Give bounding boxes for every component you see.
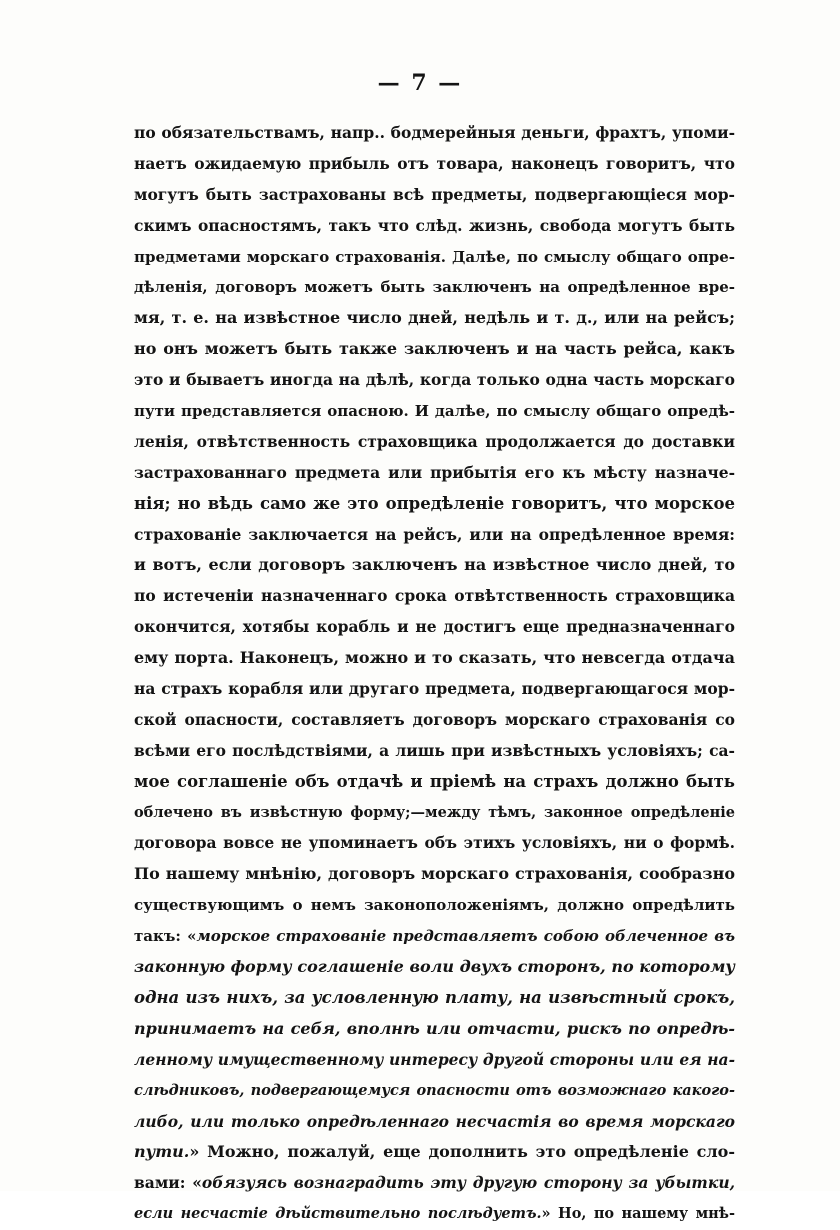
text-segment: скимъ опасностямъ, такъ что слѣд. жизнь, свобода могутъ быть: [134, 215, 735, 235]
text-segment: » Но, по нашему мнѣ-: [541, 1205, 735, 1223]
text-line: [134, 705, 735, 736]
text-line: [134, 798, 735, 829]
text-line: [134, 581, 735, 612]
text-line: [134, 890, 735, 921]
text-line: [134, 489, 735, 520]
text-line: [134, 272, 735, 303]
text-line: [134, 520, 735, 551]
text-line: [134, 736, 735, 767]
text-segment: предметами морскаго страхованія. Далѣе, по смыслу общаго опре-: [134, 247, 735, 266]
text-line: [134, 983, 735, 1014]
text-line: [134, 612, 735, 643]
text-segment: но онъ можетъ быть также заключенъ и на часть рейса, какъ: [134, 339, 735, 359]
text-line: [134, 242, 735, 273]
text-segment: окончится, хотябы корабль и не достигъ еще предназначеннаго: [134, 617, 735, 637]
text-line: [134, 643, 735, 674]
text-line: [134, 1107, 735, 1138]
text-segment: мя, т. е. на извѣстное число дней, недѣль и т. д., или на рейсъ;: [134, 308, 735, 328]
text-segment: По нашему мнѣнію, договоръ морскаго страхованія, сообразно: [134, 864, 735, 884]
text-segment: мое соглашеніе объ отдачѣ и пріемѣ на страхъ должно быть: [134, 771, 735, 791]
text-line: [134, 828, 735, 859]
text-segment: существующимъ о немъ законоположеніямъ, должно опредѣлить: [134, 896, 735, 915]
text-line: [134, 1137, 735, 1168]
page-number: — 7 —: [377, 70, 463, 96]
italic-text-segment: ленному имущественному интересу другой стороны или ея на-: [134, 1049, 735, 1069]
text-segment: наетъ ожидаемую прибыль отъ товара, наконецъ говоритъ, что: [134, 153, 735, 173]
italic-text-segment: обязуясь вознаградить эту другую сторону за убытки,: [201, 1173, 735, 1193]
text-line: [134, 211, 735, 242]
text-segment: по истеченіи назначеннаго срока отвѣтственность страховщика: [134, 586, 735, 606]
text-segment: дѣленія, договоръ можетъ быть заключенъ на опредѣленное вре-: [134, 278, 735, 297]
text-segment: страхованіе заключается на рейсъ, или на опредѣленное время:: [134, 524, 735, 544]
text-line: [134, 427, 735, 458]
text-line: [134, 1168, 735, 1199]
text-segment: » Можно, пожалуй, еще дополнить это опредѣленіе сло-: [189, 1142, 735, 1162]
text-line: [134, 921, 735, 952]
text-segment: пути представляется опасною. И далѣе, по смыслу общаго опредѣ-: [134, 402, 735, 421]
text-line: [134, 334, 735, 365]
text-line: [134, 1199, 735, 1230]
text-segment: договора вовсе не упоминаетъ объ этихъ условіяхъ, ни о формѣ.: [134, 833, 735, 853]
italic-text-segment: морское страхованіе представляетъ собою облеченное въ: [196, 927, 735, 946]
text-line: [134, 149, 735, 180]
italic-text-segment: пути.: [134, 1142, 190, 1162]
text-line: [134, 1076, 735, 1107]
text-segment: ленія, отвѣтственность страховщика продолжается до доставки: [134, 431, 735, 451]
text-line: [134, 365, 735, 396]
text-segment: вами: «: [134, 1173, 202, 1193]
text-line: [134, 550, 735, 581]
text-line: [134, 396, 735, 427]
text-line: [134, 952, 735, 983]
text-line: [134, 1045, 735, 1076]
text-segment: всѣми его послѣдствіями, а лишь при извѣстныхъ условіяхъ; са-: [134, 740, 735, 760]
italic-text-segment: законную форму соглашеніе воли двухъ сторонъ, по которому: [134, 957, 735, 977]
text-segment: ской опасности, составляетъ договоръ морскаго страхованія со: [134, 709, 735, 729]
text-segment: такъ: «: [134, 927, 197, 946]
text-segment: и вотъ, если договоръ заключенъ на извѣстное число дней, то: [134, 555, 735, 575]
text-line: [134, 767, 735, 798]
text-segment: нія; но вѣдь само же это опредѣленіе говоритъ, что морское: [134, 493, 735, 513]
text-segment: это и бываетъ иногда на дѣлѣ, когда только одна часть морскаго: [134, 370, 735, 390]
text-segment: могутъ быть застрахованы всѣ предметы, подвергающіеся мор-: [134, 184, 735, 204]
text-line: [134, 180, 735, 211]
text-segment: на страхъ корабля или другаго предмета, подвергающагося мор-: [134, 679, 735, 699]
text-line: [134, 303, 735, 334]
italic-text-segment: если несчастіе дѣйствительно послѣдуетъ.: [134, 1205, 542, 1223]
text-segment: по обязательствамъ, напр.. бодмерейныя деньги, фрахтъ, упоми-: [134, 123, 735, 142]
text-line: [134, 1014, 735, 1045]
text-segment: ему порта. Наконецъ, можно и то сказать, что невсегда отдача: [134, 648, 735, 668]
text-segment: облечено въ извѣстную форму;—между тѣмъ, законное опредѣленіе: [134, 803, 735, 821]
italic-text-segment: либо, или только опредѣленнаго несчастія во время морскаго: [134, 1111, 735, 1131]
italic-text-segment: одна изъ нихъ, за условленную плату, на извѣстный срокъ,: [134, 987, 735, 1007]
italic-text-segment: слѣдниковъ, подвергающемуся опасности отъ возможнаго какого-: [134, 1081, 735, 1099]
text-line: [134, 458, 735, 489]
text-line: [134, 674, 735, 705]
text-segment: застрахованнаго предмета или прибытія его къ мѣсту назначе-: [134, 462, 735, 482]
text-line: [134, 859, 735, 890]
italic-text-segment: принимаетъ на себя, вполнѣ или отчасти, рискъ по опредѣ-: [134, 1018, 735, 1038]
body-text: [134, 118, 735, 1230]
text-line: [134, 118, 735, 149]
